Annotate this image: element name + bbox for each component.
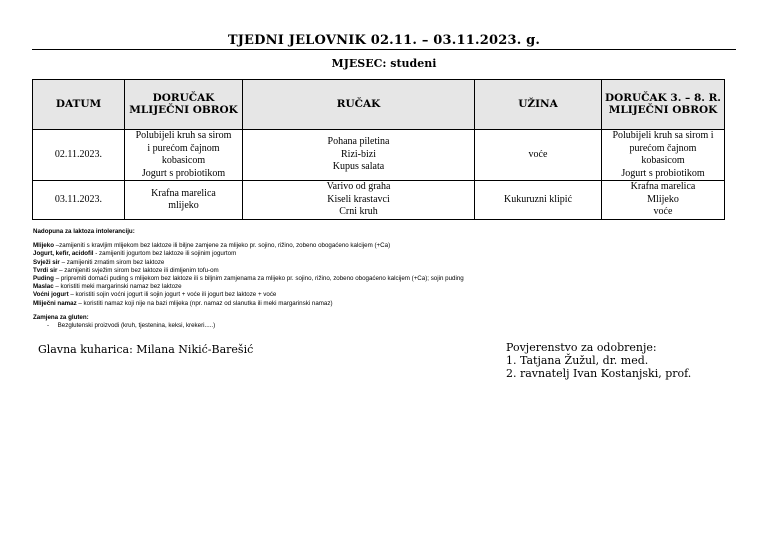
date-cell: 02.11.2023. <box>33 130 125 181</box>
note-term: Puding <box>33 275 54 283</box>
menu-item: voće <box>528 148 548 160</box>
lactose-heading: Nadopuna za laktoza intoleranciju: <box>33 228 135 235</box>
note-text: - zamijeniti jogurtom bez laktoze ili sojinim jogurtom <box>93 250 237 258</box>
menu-item: Pohana piletina <box>327 136 390 148</box>
menu-item: voće <box>653 206 673 218</box>
note-text: Bezglutenski proizvodi (kruh, tjestenina, keksi, krekeri.....) <box>57 322 216 330</box>
gluten-note <box>33 322 733 330</box>
note-text: – zamijeniti svježim sirom bez laktoze ili dimljenim tofu-om <box>57 266 219 274</box>
menu-table <box>32 79 725 220</box>
menu-item: Polubijeli kruh sa sirom i <box>612 130 714 141</box>
menu-item: Kukuruzni klipić <box>503 193 573 205</box>
note-text: – koristiti sojin voćni jogurt ili sojin jogurt + voće ili jogurt bez laktoze + voće <box>68 291 277 299</box>
lactose-note <box>33 250 733 258</box>
note-term: Maslac <box>33 283 54 291</box>
lactose-note <box>33 283 733 291</box>
note-term: Mlijeko <box>33 242 54 250</box>
menu-item: Crni kruh <box>339 206 378 218</box>
note-text: – koristiti namaz koji nije na bazi mlijeka (npr. namaz od slanutka ili meki margarinski namaz) <box>76 299 333 307</box>
breakfast-cell <box>125 181 243 220</box>
menu-item: kobasicom <box>161 155 206 166</box>
menu-item: Jogurt s probiotikom <box>621 167 705 179</box>
lactose-note <box>33 291 733 299</box>
header-breakfast: DORUČAK MLIJEČNI OBROK <box>125 80 243 130</box>
gluten-heading: Zamjena za gluten: <box>33 313 89 321</box>
page-title: TJEDNI JELOVNIK 02.11. – 03.11.2023. g. <box>227 33 541 48</box>
month-subtitle: MJESEC: studeni <box>331 57 437 70</box>
menu-item: Polubijeli kruh sa sirom <box>135 130 232 141</box>
menu-item: i purećom čajnom <box>147 142 220 154</box>
note-text: –zamijeniti s kravljim mlijekom bez laktoze ili biljne zamjene za mlijeko pr. sojino, rižino, zobeno obogaćeno kalcijem (+Ca) <box>53 242 391 250</box>
menu-item: Kupus salata <box>332 161 385 173</box>
menu-item: Krafna marelica <box>151 187 216 199</box>
note-term: Tvrdi sir <box>33 266 58 274</box>
breakfast2-cell <box>602 181 725 220</box>
note-text: – koristiti meki margarinski namaz bez laktoze <box>53 283 182 291</box>
header-breakfast-grades-3-8: DORUČAK 3. – 8. R. MLIJEČNI OBROK <box>602 80 725 130</box>
menu-item: kobasicom <box>641 155 685 166</box>
note-text: – pripremiti domaći puding s mlijekom bez laktoze ili s biljnim zamjenama za mlijeko pr. sojino, rižino, zobeno obogaćeno kalcijem (+Ca); sojin puding <box>53 275 464 283</box>
note-term: Mliječni namaz <box>33 299 77 307</box>
date-cell: 03.11.2023. <box>33 181 125 220</box>
lactose-note <box>33 300 733 308</box>
snack-cell <box>475 130 602 181</box>
lactose-note <box>33 242 733 250</box>
menu-item: purećom čajnom <box>629 142 697 154</box>
table-header-row <box>33 80 725 130</box>
note-text: – zamijeniti zrnatim sirom bez laktoze <box>59 258 165 266</box>
note-term: Jogurt, kefir, acidofil <box>33 250 94 258</box>
lactose-note <box>33 259 733 267</box>
note-term: Voćni jogurt <box>33 291 69 299</box>
menu-item: Mlijeko <box>647 193 679 205</box>
lunch-cell <box>243 130 475 181</box>
menu-item: mlijeko <box>168 200 199 211</box>
menu-item: Jogurt s probiotikom <box>141 167 226 179</box>
head-cook: Glavna kuharica: Milana Nikić-Barešić <box>38 343 254 356</box>
header-snack: UŽINA <box>475 80 602 130</box>
committee-member: 1. Tatjana Žužul, dr. med. <box>506 354 649 367</box>
header-date: DATUM <box>33 80 125 130</box>
committee-title: Povjerenstvo za odobrenje: <box>506 341 657 354</box>
table-row <box>33 130 725 181</box>
title-underline <box>32 49 736 50</box>
lunch-cell <box>243 181 475 220</box>
breakfast-cell <box>125 130 243 181</box>
header-lunch: RUČAK <box>243 80 475 130</box>
menu-item: Varivo od graha <box>326 181 391 193</box>
breakfast2-cell <box>602 130 725 181</box>
menu-item: Krafna marelica <box>630 181 696 193</box>
bullet-dash: - <box>47 322 50 330</box>
committee-member: 2. ravnatelj Ivan Kostanjski, prof. <box>506 367 692 380</box>
menu-item: Kiseli krastavci <box>327 193 390 205</box>
snack-cell <box>475 181 602 220</box>
note-term: Svježi sir <box>33 258 60 266</box>
lactose-note <box>33 275 733 283</box>
approval-committee <box>506 341 691 380</box>
lactose-note <box>33 267 733 275</box>
table-row <box>33 181 725 220</box>
dietary-notes <box>33 228 733 330</box>
menu-item: Rizi-bizi <box>341 148 376 160</box>
